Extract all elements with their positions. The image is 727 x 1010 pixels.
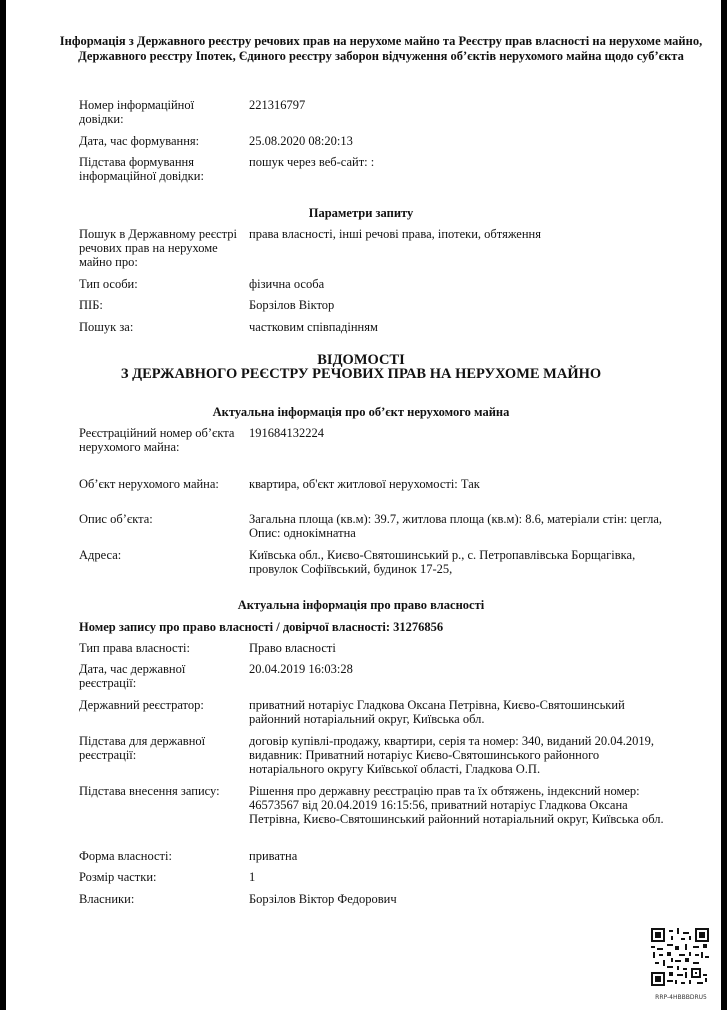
object-value: Київська обл., Києво-Святошинський р., с. Петропавлівська Борщагівка, провулок Софіївський, будинок 17-25, xyxy=(249,548,636,576)
ownership-heading: Актуальна інформація про право власності xyxy=(237,598,485,612)
object-label: Реєстраційний номер об’єкта нерухомого майна: xyxy=(79,426,235,454)
object-value: квартира, об'єкт житлової нерухомості: Так xyxy=(249,477,480,491)
param-label: ПІБ: xyxy=(79,298,103,312)
ownership-value: приватна xyxy=(249,849,298,863)
param-label: Пошук в Державному реєстрі речових прав на нерухоме майно про: xyxy=(79,227,237,269)
ownership-label: Форма власності: xyxy=(79,849,172,863)
object-heading: Актуальна інформація про об’єкт нерухомого майна xyxy=(212,405,510,419)
ownership-value: приватний нотаріус Гладкова Оксана Петрівна, Києво-Святошинський районний нотаріальний округ, Київська обл. xyxy=(249,698,625,726)
registry-title xyxy=(46,353,676,381)
object-label: Опис об’єкта: xyxy=(79,512,153,526)
object-label: Об’єкт нерухомого майна: xyxy=(79,477,219,491)
ownership-label: Тип права власності: xyxy=(79,641,191,655)
ownership-label: Підстава для державної реєстрації: xyxy=(79,734,206,762)
info-label: Дата, час формування: xyxy=(79,134,200,148)
ownership-record-number: Номер запису про право власності / довірчої власності: 31276856 xyxy=(79,620,444,634)
object-value: Загальна площа (кв.м): 39.7, житлова площа (кв.м): 8.6, матеріали стін: цегла, Опис: однокімнатна xyxy=(249,512,662,540)
param-value: права власності, інші речові права, іпотеки, обтяження xyxy=(249,227,541,241)
info-value: 221316797 xyxy=(249,98,306,112)
registry-title-line2: З ДЕРЖАВНОГО РЕЄСТРУ РЕЧОВИХ ПРАВ НА НЕРУХОМЕ МАЙНО xyxy=(120,366,602,382)
info-value: 25.08.2020 08:20:13 xyxy=(249,134,353,148)
ownership-label: Підстава внесення запису: xyxy=(79,784,220,798)
document-title: Інформація з Державного реєстру речових прав на нерухоме майно та Реєстру прав власності на нерухоме майно, Державного реєстру Іпотек, Єдиного реєстру заборон відчуження об’єктів нерухомого майна щодо суб’єкта xyxy=(59,34,703,63)
qr-code-icon xyxy=(651,928,709,986)
ownership-value: договір купівлі-продажу, квартири, серія та номер: 340, виданий 20.04.2019, видавник: Приватний нотаріус Києво-Святошинського районного нотаріального округу Київської області, Гладкова О.П. xyxy=(249,734,654,776)
registry-title-line1: ВІДОМОСТІ xyxy=(317,352,405,368)
info-label: Підстава формування інформаційної довідки: xyxy=(79,155,204,183)
ownership-label: Розмір частки: xyxy=(79,870,157,884)
param-label: Тип особи: xyxy=(79,277,138,291)
param-value: фізична особа xyxy=(249,277,325,291)
ownership-value: Рішення про державну реєстрацію прав та їх обтяжень, індексний номер: 46573567 від 20.04.2019 16:15:56, приватний нотаріус Гладкова Оксана Петрівна, Києво-Святошинський районний нотаріальний округ, Київська обл. xyxy=(249,784,664,826)
info-label: Номер інформаційної довідки: xyxy=(79,98,195,126)
ownership-value: Борзілов Віктор Федорович xyxy=(249,892,397,906)
ownership-value: 20.04.2019 16:03:28 xyxy=(249,662,353,676)
document-page xyxy=(6,0,721,1010)
qr-code-label: RRP-4HBBBDRU5 xyxy=(655,994,707,1001)
params-heading: Параметри запиту xyxy=(308,206,414,220)
ownership-value: Право власності xyxy=(249,641,336,655)
ownership-label: Дата, час державної реєстрації: xyxy=(79,662,186,690)
ownership-label: Власники: xyxy=(79,892,135,906)
ownership-label: Державний реєстратор: xyxy=(79,698,204,712)
object-label: Адреса: xyxy=(79,548,122,562)
param-label: Пошук за: xyxy=(79,320,134,334)
info-value: пошук через веб-сайт: : xyxy=(249,155,375,169)
param-value: Борзілов Віктор xyxy=(249,298,335,312)
param-value: частковим співпадінням xyxy=(249,320,378,334)
object-value: 191684132224 xyxy=(249,426,324,440)
ownership-value: 1 xyxy=(249,870,256,884)
